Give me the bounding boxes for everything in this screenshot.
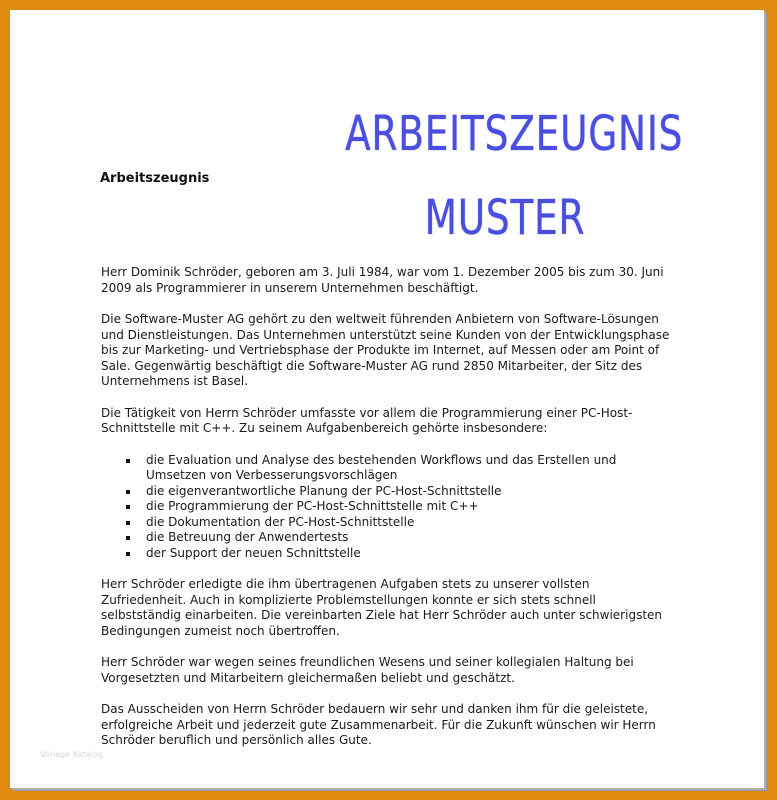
paragraph-intro: Herr Dominik Schröder, geboren am 3. Juli 1984, war vom 1. Dezember 2005 bis zum 30. Juni 2009 als Programmierer in unserem Unternehmen beschäftigt. [101, 265, 664, 295]
overlay-title [345, 92, 684, 260]
task-item: der Support der neuen Schnittstelle [146, 546, 671, 562]
watermark: Vorlage Katalog [40, 750, 103, 759]
task-item: die Programmierung der PC-Host-Schnittstelle mit C++ [146, 499, 671, 515]
task-item: die Betreuung der Anwendertests [146, 530, 671, 546]
document-body [101, 265, 671, 765]
document-title: Arbeitszeugnis [100, 171, 210, 186]
task-item: die eigenverantwortliche Planung der PC-Host-Schnittstelle [146, 484, 671, 500]
paragraph-company: Die Software-Muster AG gehört zu den weltweit führenden Anbietern von Software-Lösungen und Dienstleistungen. Das Unternehmen unterstützt seine Kunden von der Entwicklungsphase bis zur Marketing- und Vertriebsphase der Produkte im Internet, auf Messen oder am Point of Sale. Gegenwärtig beschäftigt die Software-Muster AG rund 2850 Mitarbeiter, der Sitz des Unternehmens ist Basel. [101, 312, 670, 388]
paragraph-behavior: Herr Schröder war wegen seines freundlichen Wesens und seiner kollegialen Haltung bei Vorgesetzten und Mitarbeitern gleichermaßen beliebt und geschätzt. [101, 655, 634, 685]
paragraph-performance: Herr Schröder erledigte die ihm übertragenen Aufgaben stets zu unserer vollsten Zufriedenheit. Auch in komplizierte Problemstellungen konnte er sich stets schnell selbstständig einarbeiten. Die vereinbarten Ziele hat Herr Schröder auch unter schwierigsten Bedingungen zumeist noch übertroffen. [101, 577, 663, 638]
overlay-title-line2: MUSTER [424, 190, 586, 246]
task-item: die Evaluation und Analyse des bestehenden Workflows und das Erstellen und Umsetzen von Verbesserungsvorschlägen [146, 453, 671, 484]
task-list [101, 453, 671, 562]
paragraph-duties: Die Tätigkeit von Herrn Schröder umfasste vor allem die Programmierung einer PC-Host-Schnittstelle mit C++. Zu seinem Aufgabenbereich gehörte insbesondere: [101, 405, 633, 435]
paragraph-farewell: Das Ausscheiden von Herrn Schröder bedauern wir sehr und danken ihm für die geleistete, erfolgreiche Arbeit und jederzeit gute Zusammenarbeit. Für die Zukunft wünschen wir Herrn Schröder beruflich und persönlich alles Gute. [101, 702, 656, 747]
overlay-title-line1: ARBEITSZEUGNIS [345, 106, 684, 162]
task-item: die Dokumentation der PC-Host-Schnittstelle [146, 515, 671, 531]
document-page [10, 10, 764, 788]
